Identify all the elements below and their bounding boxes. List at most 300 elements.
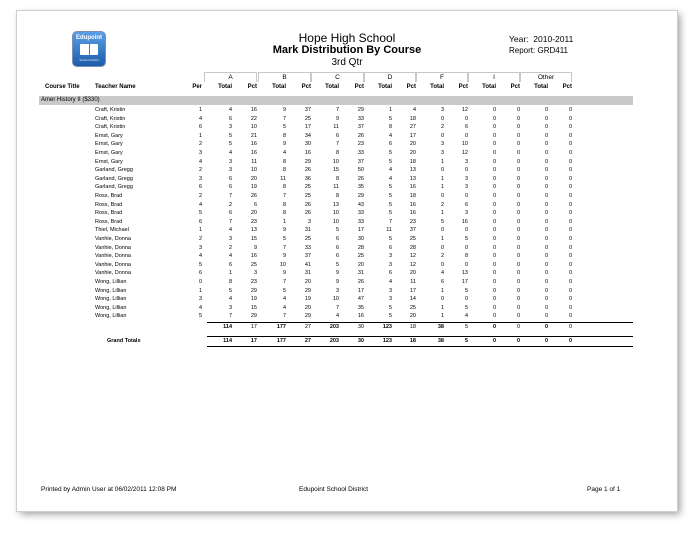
- course-total-cell: 38: [437, 323, 444, 330]
- teacher-name-cell: Ernst, Gary: [95, 150, 123, 156]
- pct-cell: 0: [516, 304, 520, 311]
- per-cell: 3: [198, 150, 202, 156]
- teacher-name-cell: Thiel, Michael: [95, 227, 129, 234]
- total-cell: 0: [440, 132, 444, 139]
- pct-cell: 37: [409, 227, 416, 234]
- table-row: [17, 312, 677, 320]
- total-cell: 6: [335, 253, 339, 260]
- logo-text: Edupoint: [76, 35, 102, 41]
- pct-cell: 0: [568, 201, 572, 208]
- pct-cell: 15: [250, 304, 257, 311]
- total-cell: 3: [388, 253, 392, 260]
- table-row: [17, 149, 677, 157]
- pct-cell: 16: [409, 210, 416, 217]
- report-page: [16, 10, 678, 512]
- total-cell: 11: [333, 124, 339, 131]
- total-cell: 0: [492, 261, 496, 268]
- pct-cell: 3: [253, 270, 257, 277]
- per-cell: 1: [198, 227, 202, 234]
- teacher-name-cell: Ernst, Gary: [95, 132, 123, 139]
- total-cell: 0: [492, 124, 496, 131]
- teacher-name-cell: Wong, Lillian: [95, 296, 127, 303]
- pct-cell: 0: [568, 167, 572, 174]
- total-cell: 4: [388, 167, 392, 174]
- group-header-d: D: [364, 72, 416, 82]
- total-cell: 0: [492, 244, 496, 251]
- pct-cell: 0: [516, 167, 520, 174]
- total-cell: 0: [544, 193, 548, 199]
- table-row: [17, 295, 677, 303]
- group-header-f: F: [416, 72, 468, 82]
- total-cell: 7: [228, 218, 232, 225]
- total-cell: 6: [228, 210, 232, 217]
- per-cell: 4: [198, 304, 202, 311]
- per-cell: 6: [198, 270, 202, 277]
- pct-cell: 25: [409, 304, 416, 311]
- pct-cell: 31: [304, 227, 311, 234]
- total-cell: 0: [544, 184, 548, 191]
- pct-cell: 29: [304, 313, 311, 320]
- pct-cell: 16: [304, 150, 311, 156]
- total-cell: 0: [544, 150, 548, 156]
- pct-cell: 0: [516, 279, 520, 285]
- pct-cell: 0: [516, 287, 520, 294]
- total-cell: 0: [492, 193, 496, 199]
- pct-cell: 23: [250, 218, 257, 225]
- teacher-name-cell: Vanhie, Donna: [95, 244, 131, 251]
- teacher-name-cell: Ernst, Gary: [95, 141, 123, 148]
- total-cell: 5: [228, 287, 232, 294]
- total-cell: 6: [335, 132, 339, 139]
- pct-header: Pct: [406, 84, 416, 90]
- pct-cell: 30: [304, 141, 311, 148]
- total-cell: 0: [544, 158, 548, 165]
- total-cell: 7: [335, 141, 339, 148]
- grand-pct-cell: 17: [250, 338, 257, 344]
- total-cell: 11: [333, 184, 339, 191]
- pct-cell: 0: [568, 244, 572, 251]
- total-cell: 3: [335, 287, 339, 294]
- pct-header: Pct: [458, 84, 468, 90]
- pct-cell: 0: [568, 270, 572, 277]
- teacher-name-cell: Ross, Brad: [95, 201, 123, 208]
- total-cell: 9: [282, 253, 286, 260]
- total-cell: 10: [332, 210, 339, 217]
- course-pct-cell: 18: [409, 323, 416, 330]
- total-cell: 9: [335, 270, 339, 277]
- pct-cell: 20: [409, 141, 416, 148]
- total-cell: 0: [544, 261, 548, 268]
- pct-cell: 23: [250, 279, 257, 285]
- grand-pct-cell: 18: [409, 338, 416, 344]
- edupoint-logo: [72, 31, 106, 67]
- pct-cell: 31: [304, 270, 311, 277]
- total-cell: 8: [282, 184, 286, 191]
- pct-cell: 26: [304, 201, 311, 208]
- pct-cell: 0: [464, 167, 468, 174]
- total-cell: 5: [335, 227, 339, 234]
- total-cell: 0: [544, 287, 548, 294]
- per-cell: 0: [198, 279, 202, 285]
- total-cell: 9: [335, 279, 339, 285]
- total-cell: 0: [544, 124, 548, 131]
- pct-cell: 25: [304, 184, 311, 191]
- total-cell: 0: [492, 236, 496, 242]
- total-cell: 3: [440, 107, 444, 113]
- pct-cell: 25: [409, 236, 416, 242]
- total-cell: 3: [228, 158, 232, 165]
- pct-cell: 16: [250, 141, 257, 148]
- pct-cell: 0: [516, 296, 520, 303]
- teacher-name-cell: Ernst, Gary: [95, 158, 123, 165]
- total-cell: 8: [335, 175, 339, 182]
- pct-cell: 0: [516, 141, 520, 148]
- pct-cell: 0: [516, 236, 520, 242]
- course-total-cell: 114: [223, 323, 232, 330]
- table-row: [17, 287, 677, 295]
- pct-cell: 15: [250, 236, 257, 242]
- pct-cell: 0: [516, 132, 520, 139]
- total-cell: 0: [492, 201, 496, 208]
- course-total-cell: 203: [329, 323, 339, 330]
- school-name: Hope High School: [298, 31, 396, 45]
- pct-cell: 17: [357, 227, 364, 234]
- total-cell: 6: [228, 115, 232, 122]
- pct-cell: 20: [409, 150, 416, 156]
- total-cell: 6: [335, 244, 339, 251]
- pct-cell: 19: [250, 296, 257, 303]
- total-cell: 0: [492, 175, 496, 182]
- total-cell: 9: [335, 115, 339, 122]
- per-cell: 4: [198, 158, 202, 165]
- course-total-cell: 0: [544, 323, 548, 330]
- total-cell: 5: [228, 132, 232, 139]
- per-cell: 5: [198, 261, 202, 268]
- pct-cell: 0: [568, 132, 572, 139]
- pct-cell: 20: [250, 210, 257, 217]
- pct-cell: 34: [304, 132, 311, 139]
- pct-cell: 12: [409, 261, 416, 268]
- total-cell: 0: [492, 158, 496, 165]
- table-row: [17, 183, 677, 191]
- pct-cell: 0: [516, 313, 520, 320]
- total-cell: 0: [544, 304, 548, 311]
- pct-cell: 0: [516, 107, 520, 113]
- pct-cell: 13: [409, 167, 416, 174]
- total-cell: 0: [440, 167, 444, 174]
- teacher-name-cell: Wong, Lillian: [95, 313, 127, 320]
- pct-cell: 14: [409, 296, 416, 303]
- total-cell: 3: [440, 150, 444, 156]
- report-info: [509, 46, 568, 55]
- course-total-cell: 123: [382, 323, 392, 330]
- pct-cell: 0: [568, 141, 572, 148]
- pct-cell: 0: [464, 132, 468, 139]
- total-cell: 0: [544, 236, 548, 242]
- total-cell: 0: [492, 141, 496, 148]
- total-cell: 1: [282, 218, 286, 225]
- pct-cell: 13: [250, 227, 257, 234]
- table-row: [17, 132, 677, 140]
- pct-cell: 0: [568, 210, 572, 217]
- pct-cell: 5: [464, 236, 468, 242]
- total-cell: 3: [388, 287, 392, 294]
- pct-cell: 25: [304, 193, 311, 199]
- total-cell: 1: [440, 210, 444, 217]
- total-cell: 2: [228, 201, 232, 208]
- total-cell: 7: [335, 304, 339, 311]
- per-cell: 4: [198, 115, 202, 122]
- table-row: [17, 261, 677, 269]
- group-header-c: C: [311, 72, 364, 82]
- total-cell: 0: [492, 296, 496, 303]
- total-cell: 0: [492, 313, 496, 320]
- pct-cell: 26: [357, 132, 364, 139]
- pct-cell: 29: [357, 107, 364, 113]
- total-cell: 6: [388, 244, 392, 251]
- pct-cell: 5: [464, 304, 468, 311]
- pct-cell: 0: [568, 218, 572, 225]
- pct-cell: 27: [409, 124, 416, 131]
- total-cell: 4: [228, 150, 232, 156]
- group-header-i: I: [468, 72, 520, 82]
- pct-cell: 0: [516, 184, 520, 191]
- table-row: [17, 158, 677, 166]
- teacher-name-cell: Wong, Lillian: [95, 279, 127, 285]
- pct-cell: 9: [253, 244, 257, 251]
- grand-total-cell: 38: [437, 338, 444, 344]
- total-cell: 4: [228, 107, 232, 113]
- pct-cell: 29: [304, 158, 311, 165]
- per-cell: 2: [198, 236, 202, 242]
- per-cell: 2: [198, 193, 202, 199]
- pct-cell: 0: [464, 244, 468, 251]
- pct-cell: 29: [304, 287, 311, 294]
- pct-cell: 0: [464, 261, 468, 268]
- total-cell: 0: [440, 193, 444, 199]
- pct-cell: 8: [464, 253, 468, 260]
- total-cell: 7: [282, 193, 286, 199]
- grand-pct-cell: 0: [516, 338, 520, 344]
- pct-cell: 41: [304, 261, 311, 268]
- table-row: [17, 235, 677, 243]
- total-cell: 5: [388, 210, 392, 217]
- total-cell: 8: [282, 167, 286, 174]
- pct-cell: 36: [304, 175, 311, 182]
- total-cell: 2: [440, 201, 444, 208]
- total-cell: 1: [440, 313, 444, 320]
- pct-cell: 33: [357, 218, 364, 225]
- pct-cell: 17: [304, 124, 311, 131]
- pct-cell: 12: [461, 150, 468, 156]
- pct-cell: 0: [568, 193, 572, 199]
- total-cell: 10: [332, 218, 339, 225]
- total-cell: 0: [492, 132, 496, 139]
- total-cell: 0: [492, 253, 496, 260]
- pct-cell: 0: [516, 115, 520, 122]
- teacher-name-cell: Wong, Lillian: [95, 304, 127, 311]
- per-cell: 1: [198, 107, 202, 113]
- pct-cell: 10: [461, 141, 468, 148]
- pct-cell: 50: [357, 167, 364, 174]
- pct-cell: 13: [409, 175, 416, 182]
- course-pct-cell: 27: [304, 323, 311, 330]
- pct-cell: 3: [464, 175, 468, 182]
- total-cell: 0: [492, 210, 496, 217]
- per-cell: 1: [198, 132, 202, 139]
- book-icon: [80, 44, 98, 55]
- total-cell: 0: [440, 227, 444, 234]
- per-cell: 6: [198, 184, 202, 191]
- pct-cell: 10: [250, 124, 257, 131]
- year-value: 2010-2011: [533, 34, 574, 44]
- pct-cell: 26: [304, 167, 311, 174]
- pct-cell: 4: [412, 107, 416, 113]
- pct-cell: 16: [250, 150, 257, 156]
- pct-cell: 20: [409, 313, 416, 320]
- total-cell: 6: [228, 261, 232, 268]
- pct-header: Pct: [301, 84, 311, 90]
- pct-cell: 26: [304, 210, 311, 217]
- total-cell: 0: [492, 227, 496, 234]
- pct-cell: 0: [568, 184, 572, 191]
- total-cell: 15: [332, 167, 339, 174]
- pct-cell: 0: [568, 253, 572, 260]
- total-cell: 5: [228, 141, 232, 148]
- teacher-name-cell: Wong, Lillian: [95, 287, 127, 294]
- total-cell: 0: [492, 218, 496, 225]
- pct-cell: 16: [250, 107, 257, 113]
- total-cell: 0: [440, 296, 444, 303]
- pct-cell: 16: [409, 201, 416, 208]
- total-header: Total: [218, 84, 232, 90]
- report-title: Mark Distribution By Course: [272, 44, 422, 56]
- pct-cell: 33: [357, 210, 364, 217]
- total-cell: 5: [335, 261, 339, 268]
- report-value: GRD411: [537, 46, 568, 55]
- total-header: Total: [534, 84, 548, 90]
- course-total-cell: 177: [276, 323, 286, 330]
- pct-cell: 0: [568, 304, 572, 311]
- total-cell: 1: [440, 287, 444, 294]
- total-cell: 0: [544, 201, 548, 208]
- per-header: Per: [192, 84, 202, 90]
- total-cell: 9: [282, 107, 286, 113]
- total-cell: 7: [335, 107, 339, 113]
- pct-cell: 21: [250, 132, 257, 139]
- total-cell: 7: [282, 244, 286, 251]
- group-header-a: A: [204, 72, 257, 82]
- total-cell: 7: [388, 218, 392, 225]
- pct-cell: 0: [516, 253, 520, 260]
- pct-cell: 25: [357, 253, 364, 260]
- pct-cell: 33: [357, 150, 364, 156]
- pct-cell: 29: [250, 313, 257, 320]
- teacher-name-cell: Ross, Brad: [95, 210, 123, 217]
- course-total-cell: 0: [492, 323, 496, 330]
- total-cell: 6: [228, 184, 232, 191]
- pct-cell: 16: [250, 253, 257, 260]
- total-cell: 6: [388, 141, 392, 148]
- total-cell: 5: [388, 193, 392, 199]
- total-cell: 8: [335, 150, 339, 156]
- course-band: Amer History II ($330): [39, 96, 633, 105]
- total-cell: 0: [544, 218, 548, 225]
- total-cell: 5: [388, 313, 392, 320]
- table-row: [17, 244, 677, 252]
- course-totals-row: [17, 323, 677, 331]
- group-header-other: Other: [520, 72, 572, 82]
- total-cell: 5: [388, 201, 392, 208]
- pct-cell: 0: [516, 201, 520, 208]
- pct-cell: 0: [516, 124, 520, 131]
- pct-cell: 4: [464, 313, 468, 320]
- pct-cell: 0: [464, 227, 468, 234]
- total-cell: 1: [228, 270, 232, 277]
- table-row: [17, 115, 677, 123]
- grand-total-cell: 203: [329, 338, 339, 344]
- grand-total-cell: 114: [223, 338, 232, 344]
- total-cell: 5: [388, 115, 392, 122]
- total-cell: 0: [544, 313, 548, 320]
- total-cell: 3: [228, 124, 232, 131]
- table-row: [17, 106, 677, 114]
- total-header: Total: [378, 84, 392, 90]
- pct-cell: 19: [250, 184, 257, 191]
- printed-by: Printed by Admin User at 06/02/2011 12:08 PM: [41, 486, 177, 493]
- total-cell: 11: [280, 175, 286, 182]
- total-cell: 5: [388, 184, 392, 191]
- total-header: Total: [482, 84, 496, 90]
- total-cell: 0: [544, 244, 548, 251]
- total-cell: 9: [282, 141, 286, 148]
- total-cell: 4: [282, 150, 286, 156]
- per-cell: 3: [198, 244, 202, 251]
- pct-cell: 18: [409, 193, 416, 199]
- pct-cell: 12: [409, 253, 416, 260]
- per-cell: 1: [198, 287, 202, 294]
- pct-cell: 0: [516, 158, 520, 165]
- report-label: Report:: [509, 46, 536, 55]
- pct-cell: 10: [250, 167, 257, 174]
- total-cell: 6: [440, 279, 444, 285]
- total-cell: 7: [282, 279, 286, 285]
- total-cell: 0: [492, 304, 496, 311]
- grand-totals-row: [17, 337, 677, 345]
- total-cell: 6: [388, 270, 392, 277]
- pct-cell: 6: [253, 201, 257, 208]
- pct-cell: 0: [568, 115, 572, 122]
- pct-cell: 0: [516, 218, 520, 225]
- pct-cell: 25: [304, 236, 311, 242]
- teacher-name-cell: Vanhie, Donna: [95, 261, 131, 268]
- teacher-name-cell: Garland, Gregg: [95, 167, 133, 174]
- table-row: [17, 209, 677, 217]
- total-cell: 7: [228, 313, 232, 320]
- per-cell: 3: [198, 175, 202, 182]
- pct-cell: 35: [357, 184, 364, 191]
- grand-total-cell: 0: [544, 338, 548, 344]
- table-row: [17, 166, 677, 174]
- pct-cell: 23: [357, 141, 364, 148]
- grand-pct-cell: 30: [357, 338, 364, 344]
- per-cell: 2: [198, 167, 202, 174]
- teacher-name-cell: Vanhie, Donna: [95, 236, 131, 242]
- pct-cell: 3: [464, 184, 468, 191]
- pct-cell: 3: [464, 158, 468, 165]
- total-header: Total: [325, 84, 339, 90]
- total-header: Total: [272, 84, 286, 90]
